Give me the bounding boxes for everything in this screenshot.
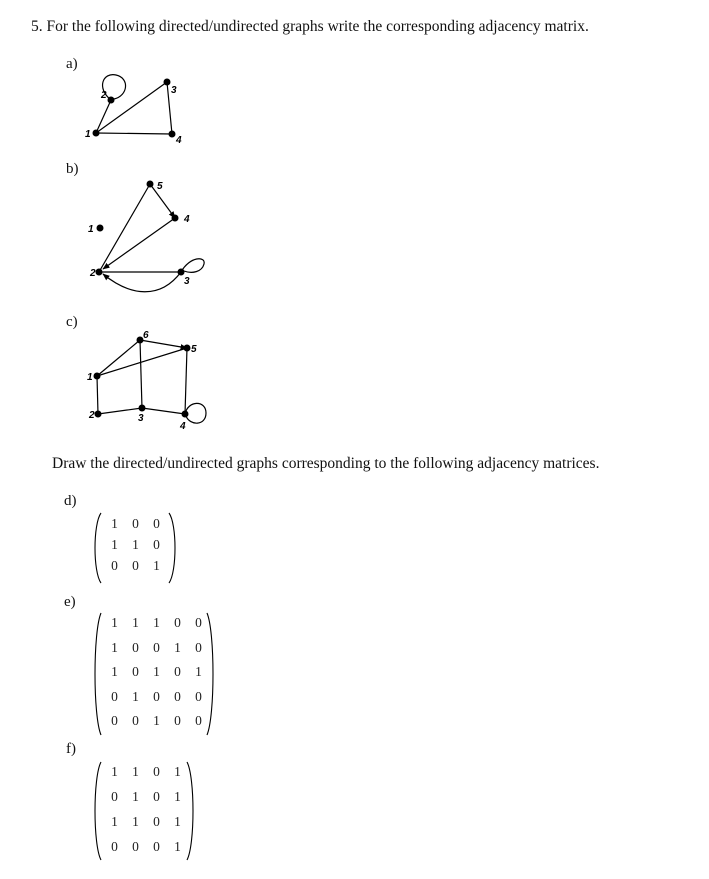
right-parenthesis [206,612,216,736]
vertex-4 [172,215,179,222]
matrix-cell: 0 [153,764,160,779]
matrix-cell: 1 [132,789,139,804]
matrix-cell: 1 [153,615,160,630]
matrix-d [92,512,178,584]
matrix-cell: 1 [174,814,181,829]
matrix-cell: 0 [195,615,202,630]
matrix-cell: 1 [132,537,139,552]
edge-2-5 [99,184,150,272]
graph-c-vertex-labels [87,330,197,432]
matrix-cell: 0 [153,789,160,804]
matrix-cell: 1 [111,615,118,630]
matrix-cell: 0 [174,713,181,728]
edge-4-2 [103,218,175,269]
matrix-cell: 1 [132,764,139,779]
matrix-cell: 0 [195,713,202,728]
vertex-label-2: 2 [90,268,96,279]
vertex-3 [178,269,185,276]
matrix-cell: 0 [153,688,160,704]
vertex-label-3: 3 [184,276,190,287]
matrix-cell: 0 [132,558,139,573]
vertex-label-1: 1 [85,129,91,140]
matrix-e-grid [104,615,209,738]
matrix-cell: 1 [132,615,139,630]
matrix-cell: 1 [111,516,118,531]
graph-c-edges [97,340,206,423]
matrix-cell: 1 [111,764,118,779]
graph-a-edges [96,75,172,134]
edge-1-2 [97,376,98,414]
vertex-label-2: 2 [89,410,95,421]
vertex-4 [182,411,189,418]
matrix-cell: 0 [111,839,118,854]
vertex-label-2: 2 [101,90,107,101]
vertex-5 [147,181,154,188]
vertex-label-3: 3 [171,85,177,96]
matrix-cell: 0 [132,516,139,531]
graph-a-vertex-labels [85,85,182,146]
matrix-cell: 0 [195,688,202,704]
graph-b-vertices [96,181,185,276]
matrix-cell: 0 [174,664,181,679]
matrix-cell: 0 [111,713,118,728]
matrix-cell: 0 [174,615,181,630]
vertex-label-4: 4 [176,135,182,146]
matrix-cell: 1 [195,664,202,679]
matrix-f [92,761,196,861]
vertex-label-4: 4 [184,214,190,225]
matrix-cell: 1 [174,839,181,854]
vertex-2 [108,97,115,104]
matrix-cell: 0 [111,688,118,704]
matrix-e [92,612,216,736]
matrix-cell: 0 [132,639,139,655]
matrix-cell: 1 [153,713,160,728]
matrix-cell: 0 [195,639,202,655]
graph-b-label: b) [66,161,79,177]
left-parenthesis [92,761,102,861]
matrix-cell: 0 [153,537,160,552]
vertex-3 [164,79,171,86]
graph-a-label: a) [66,56,78,72]
matrix-cell: 1 [111,664,118,679]
vertex-label-4: 4 [180,421,186,432]
vertex-label-5: 5 [191,344,197,355]
vertex-1 [94,373,101,380]
left-parenthesis [92,612,102,736]
matrix-cell: 1 [174,764,181,779]
edge-3-2-curve [103,272,181,292]
question-text: For the following directed/undirected graphs write the corresponding adjacency matrix. [46,18,589,35]
vertex-label-6: 6 [143,330,149,341]
vertex-label-1: 1 [87,372,93,383]
matrix-e-label: e) [64,594,76,610]
right-parenthesis [168,512,178,584]
matrix-cell: 1 [153,558,160,573]
matrix-cell: 0 [111,789,118,804]
matrix-cell: 1 [132,688,139,704]
matrix-cell: 0 [132,839,139,854]
edge-2-3 [98,408,142,414]
matrix-cell: 1 [132,814,139,829]
vertex-label-1: 1 [88,224,94,235]
matrix-cell: 0 [153,839,160,854]
loop-3 [181,259,204,273]
vertex-label-5: 5 [157,181,163,192]
vertex-1 [97,225,104,232]
matrix-cell: 1 [153,664,160,679]
matrix-f-label: f) [66,741,76,757]
edge-1-5 [97,348,187,376]
matrix-cell: 0 [111,558,118,573]
matrix-cell: 1 [111,639,118,655]
vertex-1 [93,130,100,137]
vertex-2 [95,411,102,418]
graph-b-vertex-labels [88,181,190,287]
matrix-cell: 1 [111,814,118,829]
edge-1-4 [96,133,172,134]
matrix-cell: 0 [153,814,160,829]
edge-6-3 [140,340,142,408]
vertex-5 [184,345,191,352]
vertex-label-3: 3 [138,413,144,424]
edge-5-4 [185,348,187,414]
matrix-cell: 0 [153,516,160,531]
part2-heading: Draw the directed/undirected graphs corresponding to the following adjacency matrices. [52,455,600,472]
matrix-cell: 1 [174,789,181,804]
matrix-cell: 0 [174,688,181,704]
left-parenthesis [92,512,102,584]
right-parenthesis [186,761,196,861]
vertex-3 [139,405,146,412]
edge-3-4 [142,408,185,414]
edge-1-3 [96,82,167,133]
graph-c-vertices [94,337,191,418]
matrix-f-grid [104,764,188,864]
matrix-d-grid [104,516,167,579]
graph-c-label: c) [66,314,78,330]
edge-1-6 [97,340,140,376]
matrix-cell: 0 [153,639,160,655]
graph-a-vertices [93,79,176,138]
vertex-2 [96,269,103,276]
edge-6-5 [140,340,187,348]
matrix-cell: 1 [174,639,181,655]
vertex-4 [169,131,176,138]
matrix-cell: 0 [132,713,139,728]
matrix-d-label: d) [64,493,77,509]
matrix-cell: 0 [132,664,139,679]
question-number: 5. [31,18,43,35]
matrix-cell: 1 [111,537,118,552]
